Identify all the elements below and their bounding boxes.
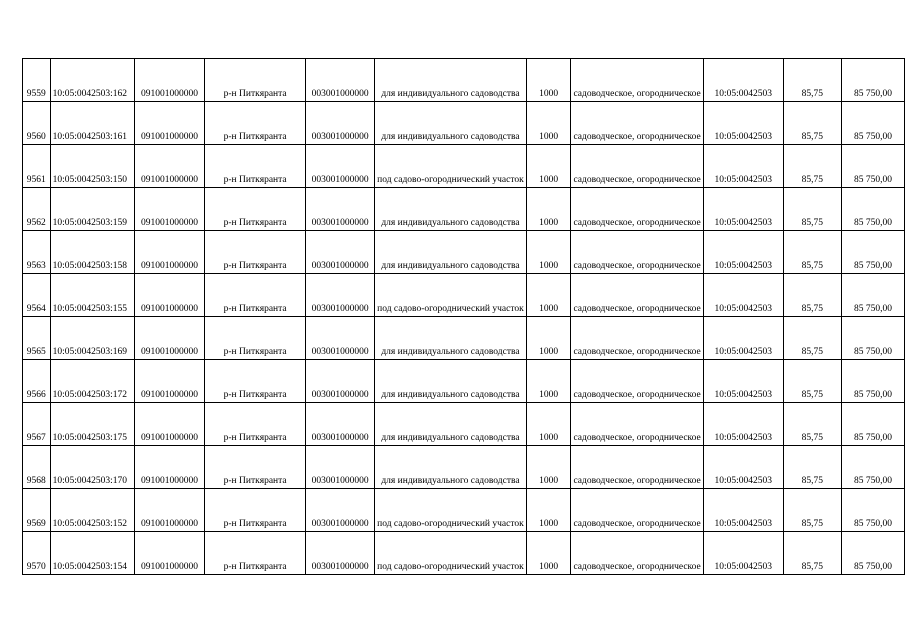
district-name-cell: р-н Питкяранта xyxy=(205,145,306,188)
row-number-cell: 9563 xyxy=(23,231,51,274)
area-value-cell: 1000 xyxy=(526,231,571,274)
specific-value-cell: 85,75 xyxy=(783,446,841,489)
permitted-use-cell: для индивидуального садоводства xyxy=(375,59,527,102)
area-value-cell: 1000 xyxy=(526,145,571,188)
oktmo-code-cell: 003001000000 xyxy=(306,274,375,317)
table-row xyxy=(23,446,905,489)
table-row xyxy=(23,145,905,188)
cadastral-number-cell: 10:05:0042503:161 xyxy=(50,102,134,145)
use-category-cell: садоводческое, огородническое xyxy=(571,145,703,188)
district-name-cell: р-н Питкяранта xyxy=(205,403,306,446)
cadastral-quarter-cell: 10:05:0042503 xyxy=(703,59,783,102)
table-row xyxy=(23,532,905,575)
cadastral-value-cell: 85 750,00 xyxy=(841,532,904,575)
permitted-use-cell: под садово-огороднический участок xyxy=(375,532,527,575)
district-name-cell: р-н Питкяранта xyxy=(205,317,306,360)
district-name-cell: р-н Питкяранта xyxy=(205,188,306,231)
oktmo-code-cell: 003001000000 xyxy=(306,532,375,575)
okato-code-cell: 091001000000 xyxy=(134,317,205,360)
cadastral-quarter-cell: 10:05:0042503 xyxy=(703,188,783,231)
permitted-use-cell: для индивидуального садоводства xyxy=(375,317,527,360)
oktmo-code-cell: 003001000000 xyxy=(306,317,375,360)
cadastral-value-cell: 85 750,00 xyxy=(841,145,904,188)
cadastral-quarter-cell: 10:05:0042503 xyxy=(703,102,783,145)
row-number-cell: 9566 xyxy=(23,360,51,403)
row-number-cell: 9570 xyxy=(23,532,51,575)
area-value-cell: 1000 xyxy=(526,274,571,317)
cadastral-quarter-cell: 10:05:0042503 xyxy=(703,145,783,188)
cadastral-quarter-cell: 10:05:0042503 xyxy=(703,231,783,274)
oktmo-code-cell: 003001000000 xyxy=(306,489,375,532)
cadastral-value-cell: 85 750,00 xyxy=(841,59,904,102)
cadastral-value-cell: 85 750,00 xyxy=(841,446,904,489)
specific-value-cell: 85,75 xyxy=(783,360,841,403)
row-number-cell: 9568 xyxy=(23,446,51,489)
row-number-cell: 9561 xyxy=(23,145,51,188)
specific-value-cell: 85,75 xyxy=(783,231,841,274)
cadastral-quarter-cell: 10:05:0042503 xyxy=(703,532,783,575)
okato-code-cell: 091001000000 xyxy=(134,274,205,317)
oktmo-code-cell: 003001000000 xyxy=(306,446,375,489)
cadastral-quarter-cell: 10:05:0042503 xyxy=(703,317,783,360)
use-category-cell: садоводческое, огородническое xyxy=(571,188,703,231)
area-value-cell: 1000 xyxy=(526,317,571,360)
okato-code-cell: 091001000000 xyxy=(134,360,205,403)
oktmo-code-cell: 003001000000 xyxy=(306,102,375,145)
area-value-cell: 1000 xyxy=(526,360,571,403)
cadastral-value-cell: 85 750,00 xyxy=(841,489,904,532)
cadastral-value-cell: 85 750,00 xyxy=(841,403,904,446)
permitted-use-cell: для индивидуального садоводства xyxy=(375,403,527,446)
okato-code-cell: 091001000000 xyxy=(134,446,205,489)
row-number-cell: 9567 xyxy=(23,403,51,446)
permitted-use-cell: под садово-огороднический участок xyxy=(375,145,527,188)
oktmo-code-cell: 003001000000 xyxy=(306,145,375,188)
use-category-cell: садоводческое, огородническое xyxy=(571,317,703,360)
district-name-cell: р-н Питкяранта xyxy=(205,274,306,317)
use-category-cell: садоводческое, огородническое xyxy=(571,102,703,145)
oktmo-code-cell: 003001000000 xyxy=(306,403,375,446)
okato-code-cell: 091001000000 xyxy=(134,145,205,188)
use-category-cell: садоводческое, огородническое xyxy=(571,446,703,489)
district-name-cell: р-н Питкяранта xyxy=(205,360,306,403)
cadastral-number-cell: 10:05:0042503:158 xyxy=(50,231,134,274)
cadastral-value-cell: 85 750,00 xyxy=(841,231,904,274)
district-name-cell: р-н Питкяранта xyxy=(205,446,306,489)
permitted-use-cell: для индивидуального садоводства xyxy=(375,188,527,231)
row-number-cell: 9560 xyxy=(23,102,51,145)
table-row xyxy=(23,102,905,145)
use-category-cell: садоводческое, огородническое xyxy=(571,532,703,575)
cadastral-number-cell: 10:05:0042503:155 xyxy=(50,274,134,317)
row-number-cell: 9562 xyxy=(23,188,51,231)
area-value-cell: 1000 xyxy=(526,59,571,102)
oktmo-code-cell: 003001000000 xyxy=(306,59,375,102)
cadastral-quarter-cell: 10:05:0042503 xyxy=(703,360,783,403)
specific-value-cell: 85,75 xyxy=(783,145,841,188)
cadastral-value-cell: 85 750,00 xyxy=(841,274,904,317)
area-value-cell: 1000 xyxy=(526,489,571,532)
use-category-cell: садоводческое, огородническое xyxy=(571,360,703,403)
row-number-cell: 9569 xyxy=(23,489,51,532)
area-value-cell: 1000 xyxy=(526,446,571,489)
cadastral-quarter-cell: 10:05:0042503 xyxy=(703,403,783,446)
cadastral-number-cell: 10:05:0042503:169 xyxy=(50,317,134,360)
table-row xyxy=(23,360,905,403)
cadastral-quarter-cell: 10:05:0042503 xyxy=(703,489,783,532)
table-row xyxy=(23,231,905,274)
okato-code-cell: 091001000000 xyxy=(134,102,205,145)
cadastral-quarter-cell: 10:05:0042503 xyxy=(703,446,783,489)
table-row xyxy=(23,59,905,102)
specific-value-cell: 85,75 xyxy=(783,59,841,102)
okato-code-cell: 091001000000 xyxy=(134,403,205,446)
district-name-cell: р-н Питкяранта xyxy=(205,59,306,102)
specific-value-cell: 85,75 xyxy=(783,188,841,231)
table-body xyxy=(23,59,905,575)
row-number-cell: 9564 xyxy=(23,274,51,317)
specific-value-cell: 85,75 xyxy=(783,489,841,532)
permitted-use-cell: для индивидуального садоводства xyxy=(375,102,527,145)
use-category-cell: садоводческое, огородническое xyxy=(571,274,703,317)
cadastral-number-cell: 10:05:0042503:170 xyxy=(50,446,134,489)
permitted-use-cell: для индивидуального садоводства xyxy=(375,446,527,489)
area-value-cell: 1000 xyxy=(526,532,571,575)
land-plots-table xyxy=(22,58,905,575)
cadastral-number-cell: 10:05:0042503:152 xyxy=(50,489,134,532)
area-value-cell: 1000 xyxy=(526,102,571,145)
oktmo-code-cell: 003001000000 xyxy=(306,360,375,403)
cadastral-number-cell: 10:05:0042503:172 xyxy=(50,360,134,403)
okato-code-cell: 091001000000 xyxy=(134,532,205,575)
cadastral-value-cell: 85 750,00 xyxy=(841,360,904,403)
table-row xyxy=(23,188,905,231)
table-row xyxy=(23,403,905,446)
use-category-cell: садоводческое, огородническое xyxy=(571,403,703,446)
use-category-cell: садоводческое, огородническое xyxy=(571,231,703,274)
cadastral-number-cell: 10:05:0042503:162 xyxy=(50,59,134,102)
specific-value-cell: 85,75 xyxy=(783,274,841,317)
use-category-cell: садоводческое, огородническое xyxy=(571,59,703,102)
cadastral-value-cell: 85 750,00 xyxy=(841,188,904,231)
cadastral-value-cell: 85 750,00 xyxy=(841,102,904,145)
cadastral-number-cell: 10:05:0042503:154 xyxy=(50,532,134,575)
okato-code-cell: 091001000000 xyxy=(134,59,205,102)
cadastral-value-cell: 85 750,00 xyxy=(841,317,904,360)
okato-code-cell: 091001000000 xyxy=(134,231,205,274)
table-row xyxy=(23,489,905,532)
okato-code-cell: 091001000000 xyxy=(134,489,205,532)
specific-value-cell: 85,75 xyxy=(783,532,841,575)
oktmo-code-cell: 003001000000 xyxy=(306,231,375,274)
oktmo-code-cell: 003001000000 xyxy=(306,188,375,231)
district-name-cell: р-н Питкяранта xyxy=(205,489,306,532)
cadastral-quarter-cell: 10:05:0042503 xyxy=(703,274,783,317)
permitted-use-cell: для индивидуального садоводства xyxy=(375,360,527,403)
permitted-use-cell: под садово-огороднический участок xyxy=(375,489,527,532)
specific-value-cell: 85,75 xyxy=(783,102,841,145)
row-number-cell: 9565 xyxy=(23,317,51,360)
permitted-use-cell: для индивидуального садоводства xyxy=(375,231,527,274)
row-number-cell: 9559 xyxy=(23,59,51,102)
table-row xyxy=(23,274,905,317)
district-name-cell: р-н Питкяранта xyxy=(205,102,306,145)
specific-value-cell: 85,75 xyxy=(783,403,841,446)
permitted-use-cell: под садово-огороднический участок xyxy=(375,274,527,317)
specific-value-cell: 85,75 xyxy=(783,317,841,360)
okato-code-cell: 091001000000 xyxy=(134,188,205,231)
cadastral-number-cell: 10:05:0042503:150 xyxy=(50,145,134,188)
district-name-cell: р-н Питкяранта xyxy=(205,231,306,274)
cadastral-number-cell: 10:05:0042503:175 xyxy=(50,403,134,446)
area-value-cell: 1000 xyxy=(526,403,571,446)
cadastral-number-cell: 10:05:0042503:159 xyxy=(50,188,134,231)
district-name-cell: р-н Питкяранта xyxy=(205,532,306,575)
area-value-cell: 1000 xyxy=(526,188,571,231)
table-row xyxy=(23,317,905,360)
use-category-cell: садоводческое, огородническое xyxy=(571,489,703,532)
